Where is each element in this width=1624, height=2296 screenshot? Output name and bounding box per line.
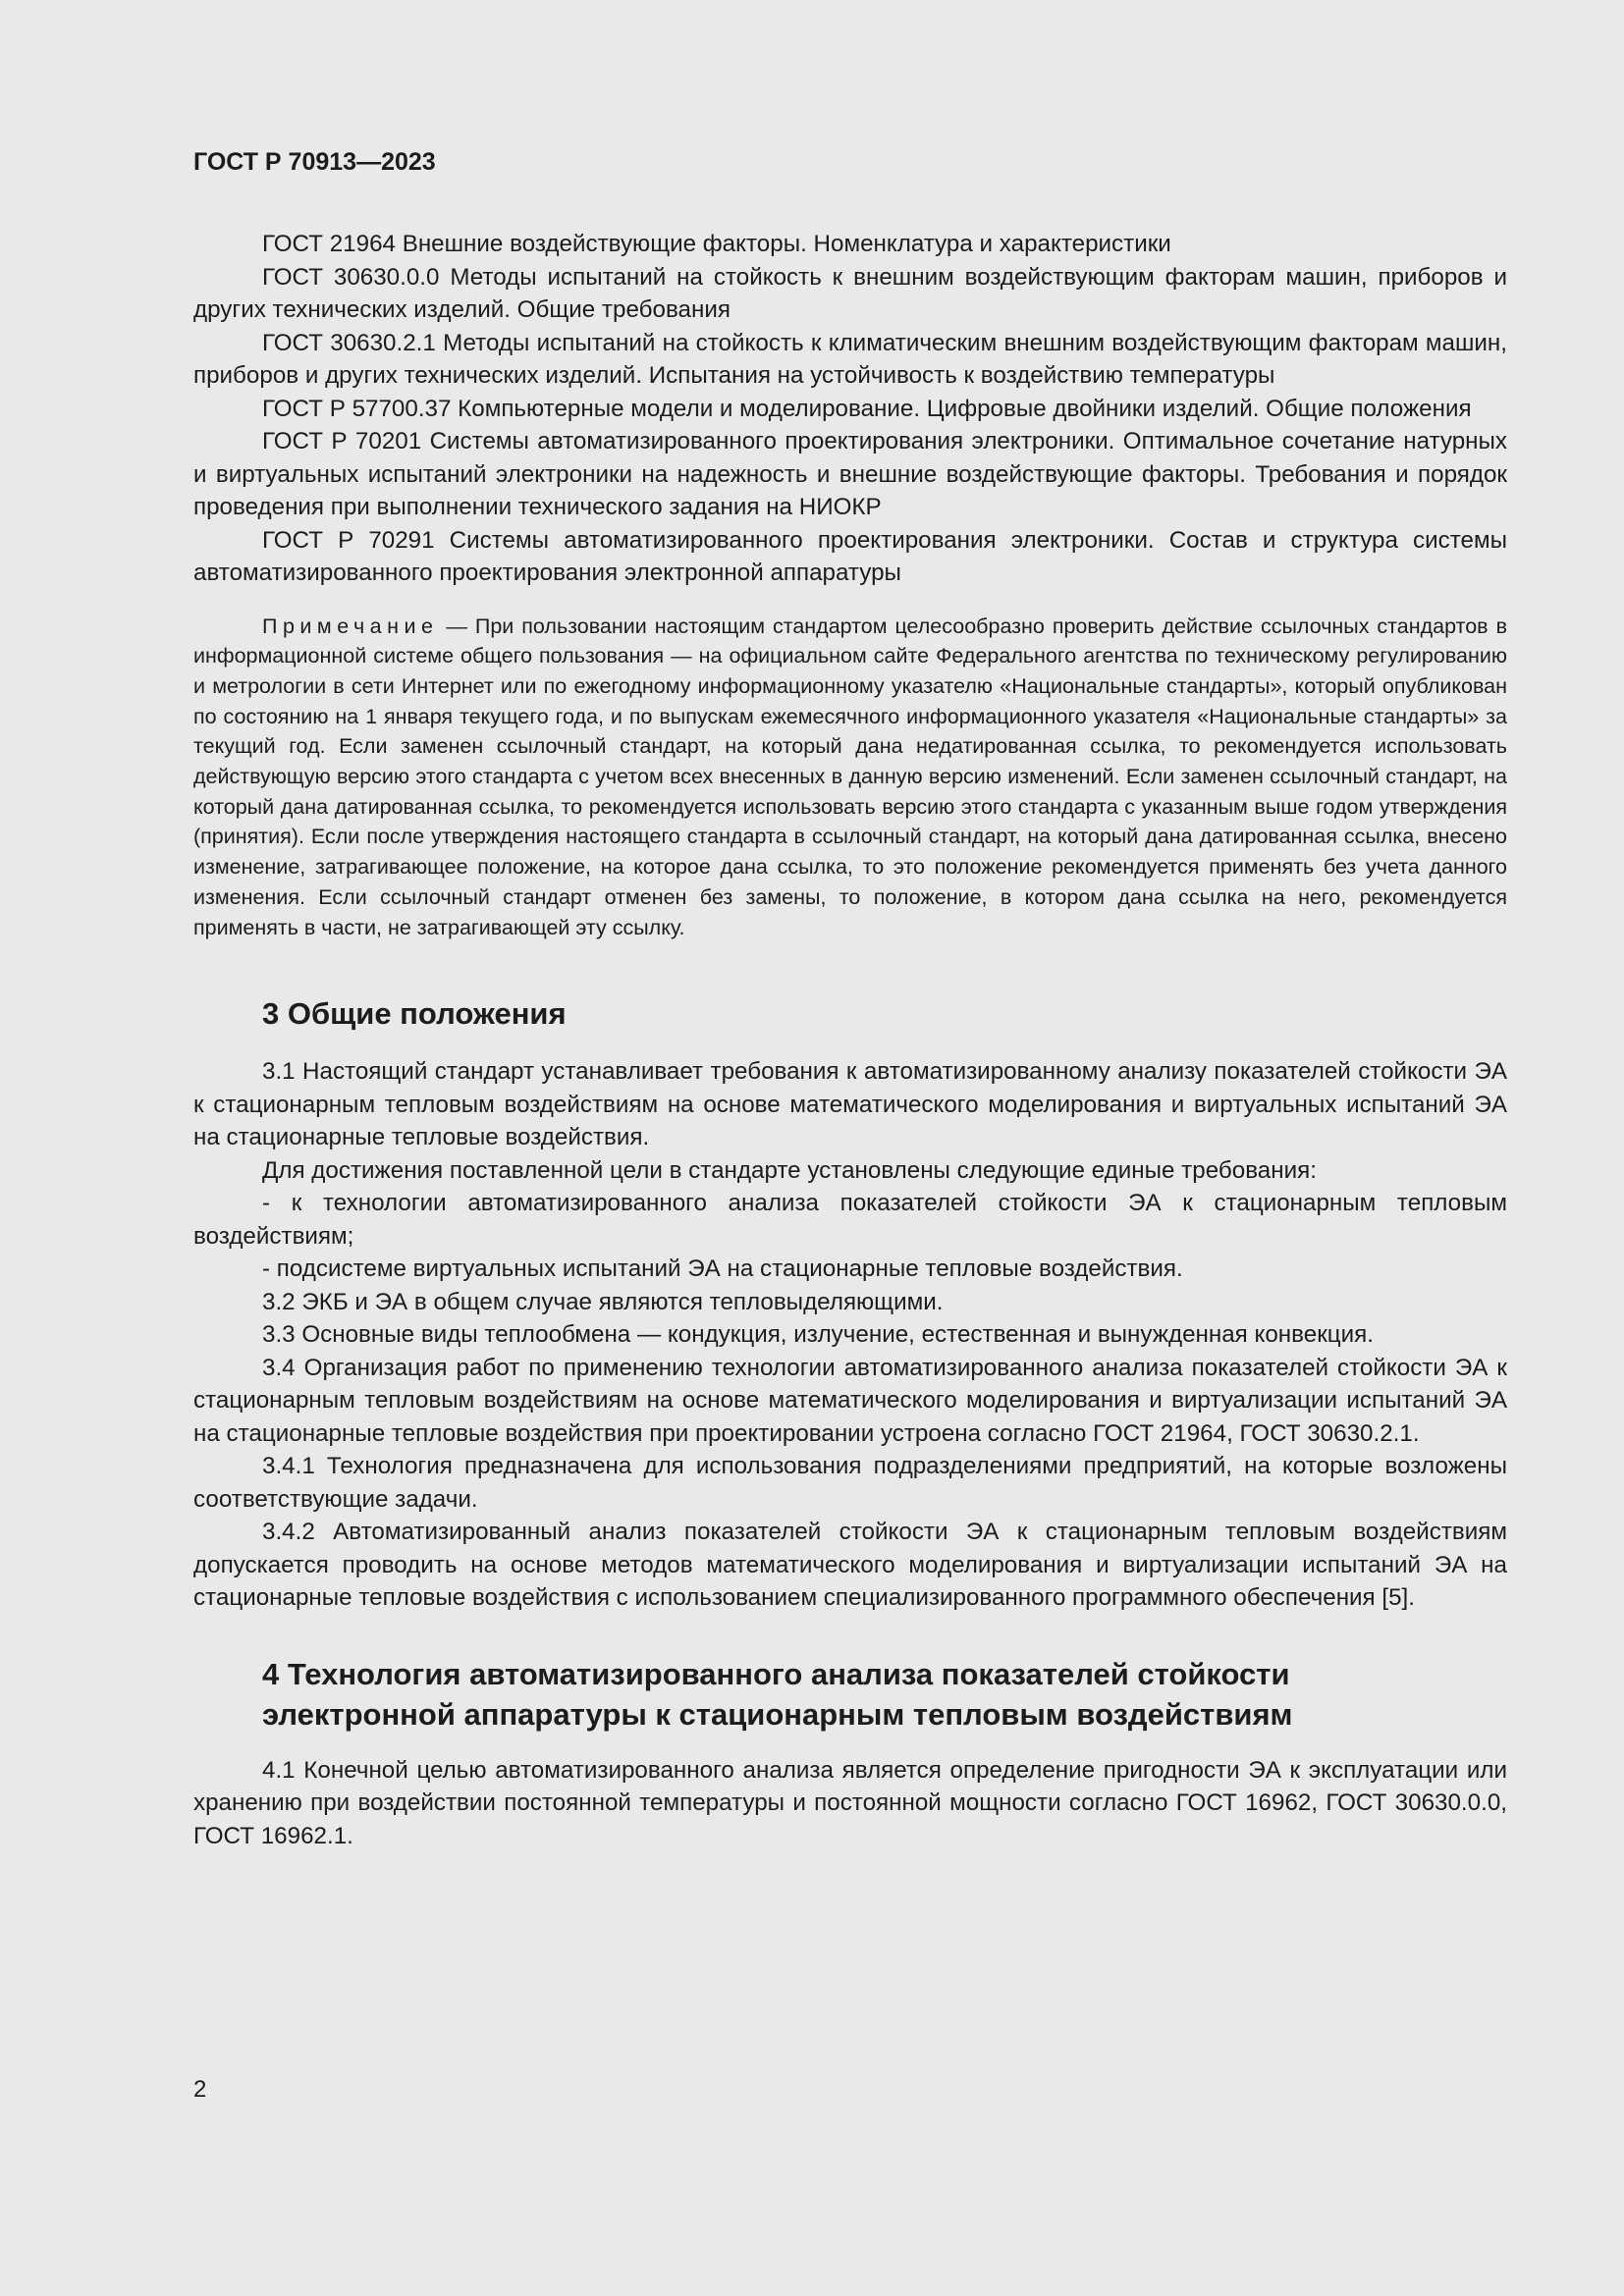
normative-references-list [193, 228, 1507, 590]
section-3 [193, 993, 1507, 1615]
section-3-paragraph: 3.4 Организация работ по применению технологии автоматизированного анализа показателей стойкости ЭА к стационарным тепловым воздействиям на основе математического моделирования и виртуализации испытаний ЭА на стационарные тепловые воздействия при проектировании устроена согласно ГОСТ 21964, ГОСТ 30630.2.1. [193, 1354, 1507, 1447]
section-4-paragraph: 4.1 Конечной целью автоматизированного анализа является определение пригодности ЭА к эксплуатации или хранению при воздействии постоянной температуры и постоянной мощности согласно ГОСТ 16962, ГОСТ 30630.0.0, ГОСТ 16962.1. [193, 1756, 1507, 1849]
section-3-paragraph: Для достижения поставленной цели в стандарте установлены следующие единые требования: [262, 1156, 1317, 1184]
section-3-paragraph: 3.1 Настоящий стандарт устанавливает требования к автоматизированному анализу показателей стойкости ЭА к стационарным тепловым воздействиям на основе математического моделирования и виртуальных испытаний ЭА на стационарные тепловые воздействия. [193, 1058, 1507, 1151]
document-page [193, 147, 1507, 1852]
note-paragraph [193, 612, 1507, 943]
reference-item: ГОСТ Р 57700.37 Компьютерные модели и моделирование. Цифровые двойники изделий. Общие положения [262, 395, 1472, 422]
section-4 [193, 1654, 1507, 1853]
reference-item: ГОСТ 21964 Внешние воздействующие факторы. Номенклатура и характеристики [262, 231, 1171, 257]
section-4-heading-line-2: электронной аппаратуры к стационарным тепловым воздействиям [262, 1696, 1293, 1732]
document-code-header: ГОСТ Р 70913—2023 [193, 148, 436, 176]
note-label: Примечание [262, 614, 439, 638]
page-number: 2 [193, 2076, 207, 2103]
reference-item: ГОСТ Р 70291 Системы автоматизированного проектирования электроники. Состав и структура системы автоматизированного проектирования электронной аппаратуры [193, 526, 1507, 586]
section-3-list-item: - подсистеме виртуальных испытаний ЭА на стационарные тепловые воздействия. [262, 1255, 1183, 1283]
section-3-list-item: - к технологии автоматизированного анализа показателей стойкости ЭА к стационарным тепловым воздействиям; [193, 1190, 1507, 1250]
section-3-paragraph: 3.4.2 Автоматизированный анализ показателей стойкости ЭА к стационарным тепловым воздействиям допускается проводить на основе методов математического моделирования и виртуализации испытаний ЭА на стационарные тепловые воздействия с использованием специализированного программного обеспечения [5]. [193, 1519, 1507, 1612]
reference-item: ГОСТ 30630.0.0 Методы испытаний на стойкость к внешним воздействующим факторам машин, приборов и других технических изделий. Общие требования [193, 263, 1507, 323]
section-4-heading-line-1: 4 Технология автоматизированного анализа показателей стойкости [262, 1656, 1290, 1691]
section-3-paragraph: 3.3 Основные виды теплообмена — кондукция, излучение, естественная и вынужденная конвекция. [262, 1321, 1374, 1349]
section-3-paragraph: 3.4.1 Технология предназначена для использования подразделениями предприятий, на которые возложены соответствующие задачи. [193, 1453, 1507, 1513]
section-3-heading: 3 Общие положения [262, 996, 567, 1032]
reference-item: ГОСТ 30630.2.1 Методы испытаний на стойкость к климатическим внешним воздействующим факторам машин, приборов и других технических изделий. Испытания на устойчивость к воздействию температуры [193, 329, 1507, 389]
section-4-heading [193, 1654, 1507, 1735]
reference-item: ГОСТ Р 70201 Системы автоматизированного проектирования электроники. Оптимальное сочетание натурных и виртуальных испытаний электроники на надежность и внешние воздействующие факторы. Требования и порядок проведения при выполнении технического задания на НИОКР [193, 428, 1507, 520]
section-3-paragraph: 3.2 ЭКБ и ЭА в общем случае являются тепловыделяющими. [262, 1288, 944, 1315]
note-text: — При пользовании настоящим стандартом целесообразно проверить действие ссылочных стандартов в информационной системе общего пользования — на официальном сайте Федерального агентства по техническому регулированию и метрологии в сети Интернет или по ежегодному информационному указателю «Национальные стандарты», который опубликован по состоянию на 1 января текущего года, и по выпускам ежемесячного информационного указателя «Национальные стандарты» за текущий год. Если заменен ссылочный стандарт, на который дана недатированная ссылка, то рекомендуется использовать действующую версию этого стандарта с учетом всех внесенных в данную версию изменений. Если заменен ссылочный стандарт, на который дана датированная ссылка, то рекомендуется использовать версию этого стандарта с указанным выше годом утверждения (принятия). Если после утверждения настоящего стандарта в ссылочный стандарт, на который дана датированная ссылка, внесено изменение, затрагивающее положение, на которое дана ссылка, то это положение рекомендуется применять без учета данного изменения. Если ссылочный стандарт отменен без замены, то положение, в котором дана ссылка на него, рекомендуется применять в части, не затрагивающей эту ссылку. [193, 614, 1507, 939]
note-block [193, 612, 1507, 943]
